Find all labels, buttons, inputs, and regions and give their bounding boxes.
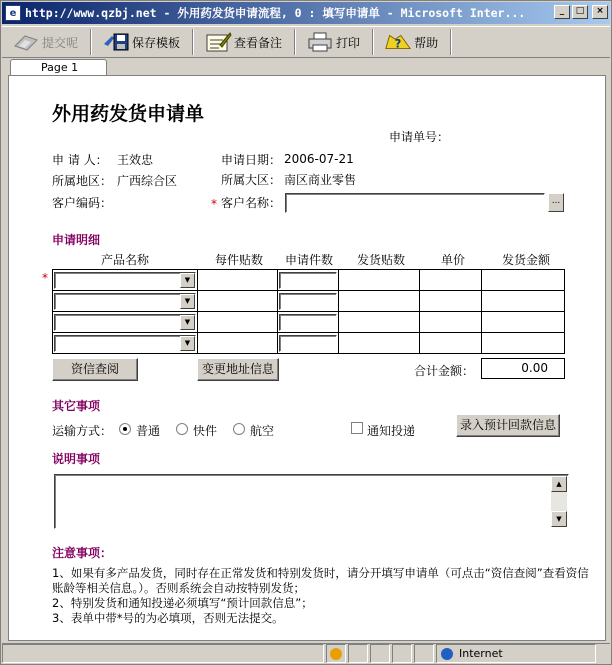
transport-label: 运输方式： [52, 424, 113, 438]
help-label: 帮助 [414, 35, 439, 50]
enter-payback-button[interactable]: 录入预计回款信息 [456, 414, 560, 437]
total-amount-value: 0.00 [481, 358, 565, 379]
toolbar-separator [192, 29, 194, 55]
quantity-input[interactable] [279, 314, 337, 331]
region-value: 广西综合区 [117, 174, 178, 188]
chevron-down-icon[interactable]: ▼ [180, 273, 195, 288]
svg-text:?: ? [394, 37, 402, 51]
transport-option-air: 航空 [250, 424, 275, 438]
status-bar [2, 643, 610, 663]
toolbar-separator [372, 29, 374, 55]
column-header-product: 产品名称 [101, 253, 150, 267]
region-label: 所属地区： [52, 174, 113, 188]
save-template-button[interactable] [98, 29, 184, 55]
required-mark: * [211, 197, 217, 211]
view-notes-button[interactable] [200, 29, 286, 55]
change-address-button[interactable]: 变更地址信息 [197, 358, 279, 381]
tab-bar [2, 59, 610, 76]
submit-label: 提交呢 [42, 35, 79, 50]
help-icon [384, 31, 412, 53]
ie-page-icon: e [5, 5, 21, 21]
column-header-unit-price: 单价 [441, 253, 466, 267]
status-pane [392, 644, 412, 663]
product-select[interactable] [54, 335, 196, 352]
chevron-down-icon[interactable]: ▼ [180, 294, 195, 309]
notify-delivery-checkbox[interactable] [351, 422, 363, 434]
notice-section-title: 注意事项： [52, 546, 113, 560]
notice-list [52, 566, 592, 626]
status-text-pane [2, 644, 324, 663]
form-page [8, 75, 606, 641]
submit-button[interactable] [8, 29, 82, 55]
table-row [53, 270, 565, 291]
print-label: 打印 [336, 35, 361, 50]
transport-radio-air[interactable] [233, 423, 245, 435]
table-row [53, 291, 565, 312]
quantity-input[interactable] [279, 293, 337, 310]
notice-line: 1、如果有多产品发货，同时存在正常发货和特别发货时，请分开填写申请单（可点击“资信查阅”查看资信账龄等相关信息。）。否则系统会自动按特别发货； [52, 566, 589, 595]
print-button[interactable] [302, 29, 364, 55]
status-pane [370, 644, 390, 663]
table-row [53, 333, 565, 354]
area-value: 南区商业零售 [284, 173, 357, 187]
scroll-down-icon[interactable]: ▼ [551, 511, 567, 527]
help-button[interactable] [380, 29, 442, 55]
details-section-title: 申请明细 [52, 233, 101, 247]
application-date-label: 申请日期： [221, 153, 282, 167]
product-select[interactable] [54, 293, 196, 310]
status-zone-pane [436, 644, 596, 663]
other-section-title: 其它事项 [52, 399, 101, 413]
notice-line: 2、特别发货和通知投递必须填写“预计回款信息”； [52, 596, 313, 610]
scrollbar[interactable] [551, 476, 567, 527]
table-row [53, 312, 565, 333]
globe-icon [441, 648, 453, 660]
scroll-up-icon[interactable]: ▲ [551, 476, 567, 492]
minimize-button[interactable]: _ [554, 5, 570, 19]
transport-radio-express[interactable] [176, 423, 188, 435]
notice-line: 3、表单中带*号的为必填项，否则无法提交。 [52, 611, 284, 625]
status-warning-pane [326, 644, 346, 663]
application-date-value: 2006-07-21 [284, 152, 354, 166]
title-bar [2, 2, 610, 24]
toolbar-separator [450, 29, 452, 55]
chevron-down-icon[interactable]: ▼ [180, 336, 195, 351]
customer-code-label: 客户编码： [52, 196, 113, 210]
toolbar [2, 26, 610, 58]
total-amount-label: 合计金额： [414, 364, 475, 378]
applicant-label: 申 请 人： [52, 153, 108, 167]
toolbar-separator [90, 29, 92, 55]
tab-page-1[interactable]: Page 1 [10, 59, 107, 76]
column-header-ship-count: 发货贴数 [357, 253, 406, 267]
customer-name-label: 客户名称： [221, 196, 282, 210]
product-select[interactable] [54, 314, 196, 331]
view-notes-label: 查看备注 [234, 35, 283, 50]
printer-icon [306, 31, 334, 53]
save-template-label: 保存模板 [132, 35, 181, 50]
toolbar-separator [294, 29, 296, 55]
area-label: 所属大区： [221, 173, 282, 187]
column-header-amount: 发货金额 [502, 253, 551, 267]
product-select[interactable] [54, 272, 196, 289]
status-pane [414, 644, 434, 663]
status-pane [348, 644, 368, 663]
window-title: http://www.qzbj.net - 外用药发货申请流程, 0 : 填写申请单 - Microsoft Inter... [25, 6, 526, 20]
close-button[interactable]: × [592, 5, 608, 19]
required-mark: * [42, 271, 48, 285]
page-title: 外用药发货申请单 [52, 103, 205, 125]
warning-icon [330, 648, 342, 660]
maximize-button[interactable]: □ [572, 5, 588, 19]
save-template-icon [102, 31, 130, 53]
credit-query-button[interactable]: 资信查阅 [52, 358, 138, 381]
details-table [52, 269, 565, 354]
remarks-section-title: 说明事项 [52, 452, 101, 466]
transport-radio-normal[interactable] [119, 423, 131, 435]
remarks-textarea[interactable] [54, 474, 569, 529]
transport-option-normal: 普通 [136, 424, 161, 438]
column-header-per-box: 每件贴数 [215, 253, 264, 267]
submit-icon [12, 31, 40, 53]
quantity-input[interactable] [279, 272, 337, 289]
customer-lookup-button[interactable]: ... [548, 193, 564, 212]
chevron-down-icon[interactable]: ▼ [180, 315, 195, 330]
customer-name-input[interactable] [285, 193, 545, 213]
application-number-label: 申请单号： [389, 130, 450, 144]
applicant-value: 王效忠 [117, 153, 154, 167]
zone-label: Internet [459, 647, 503, 660]
transport-option-express: 快件 [193, 424, 218, 438]
notes-icon [204, 31, 232, 53]
quantity-input[interactable] [279, 335, 337, 352]
notify-delivery-label: 通知投递 [367, 424, 416, 438]
column-header-quantity: 申请件数 [285, 253, 334, 267]
